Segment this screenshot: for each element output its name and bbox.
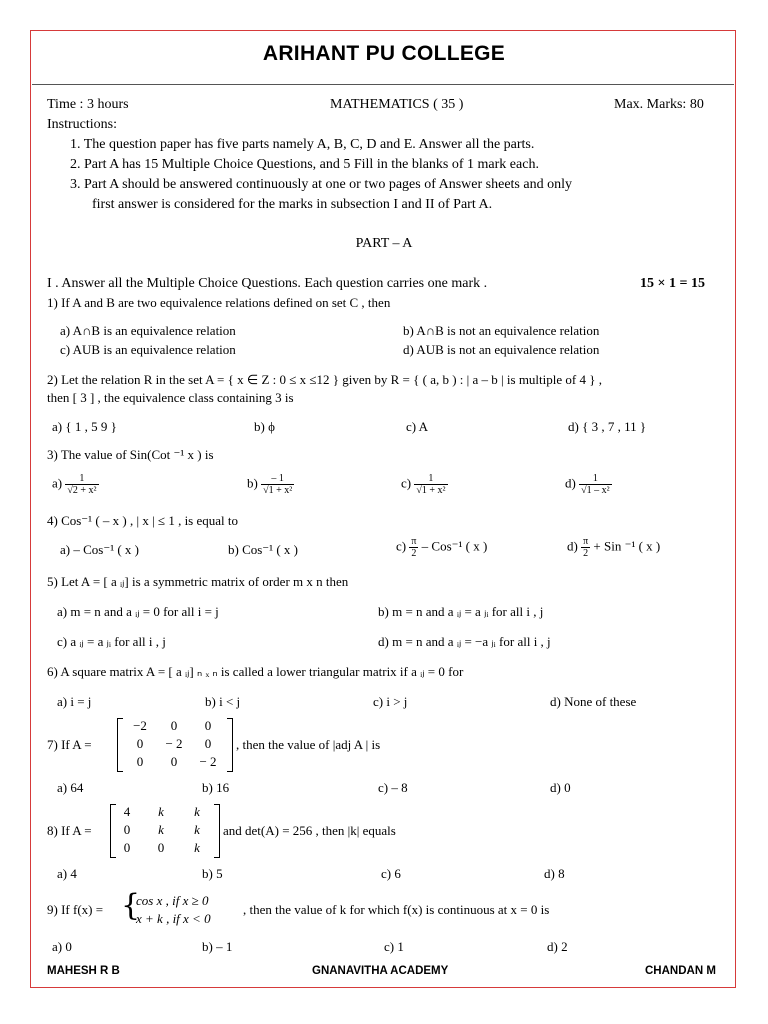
q4-option-c: c) $\frac{\pi}{2}$ – Cos⁻¹ ( x ) <box>396 536 488 559</box>
matrix-cell: k <box>158 822 164 837</box>
matrix-bracket-right <box>214 804 220 858</box>
q8-option-a: a) 4 <box>57 866 77 881</box>
q8-matrix <box>110 804 222 858</box>
matrix-cell: 0 <box>170 754 178 769</box>
subject-label: MATHEMATICS ( 35 ) <box>330 97 464 112</box>
q9-option-a: a) 0 <box>52 939 72 954</box>
q5-option-a: a) m = n and a ᵢⱼ = 0 for all i = j <box>57 604 219 619</box>
instruction-item: 1. The question paper has five parts namely A, B, C, D and E. Answer all the parts. <box>70 137 535 152</box>
question-4: 4) Cos⁻¹ ( – x ) , | x | ≤ 1 , is equal to <box>47 513 239 528</box>
q2-option-c: c) A <box>406 419 429 434</box>
question-2-line2: then [ 3 ] , the equivalence class containing 3 is <box>47 390 294 405</box>
question-2-line1: 2) Let the relation R in the set A = { x ∈ Z : 0 ≤ x ≤12 } given by R = { ( a, b ) : | a – b | is multiple of 4 } , <box>47 372 602 387</box>
footer-right: CHANDAN M <box>645 965 716 977</box>
question-7-suffix: , then the value of |adj A | is <box>236 737 381 752</box>
matrix-cell: −2 <box>133 718 147 733</box>
matrix-cell: 0 <box>157 840 165 855</box>
q3-option-c: c) $\frac{1}{\text{√1 + x²}}$ <box>401 473 446 496</box>
instruction-item: 3. Part A should be answered continuously at one or two pages of Answer sheets and only <box>70 177 572 192</box>
time-label: Time : 3 hours <box>47 97 129 112</box>
q7-option-b: b) 16 <box>202 780 230 795</box>
question-1: 1) If A and B are two equivalence relations defined on set C , then <box>47 295 391 310</box>
q8-option-d: d) 8 <box>544 866 565 881</box>
part-title: PART – A <box>355 236 413 251</box>
question-3: 3) The value of Sin(Cot ⁻¹ x ) is <box>47 447 214 462</box>
q7-option-a: a) 64 <box>57 780 84 795</box>
instruction-item: first answer is considered for the marks in subsection I and II of Part A. <box>92 197 493 212</box>
matrix-cell: 0 <box>170 718 178 733</box>
q3-option-d: d) $\frac{1}{\text{√1 – x²}}$ <box>565 473 610 496</box>
q7-option-d: d) 0 <box>550 780 571 795</box>
question-8-prefix: 8) If A = <box>47 823 92 838</box>
q7-matrix <box>117 718 235 772</box>
matrix-cell: 0 <box>204 736 212 751</box>
matrix-cell: k <box>194 822 200 837</box>
q9-option-b: b) – 1 <box>202 939 233 954</box>
q3-option-b: b) $\frac{- 1}{\text{√1 + x²}}$ <box>247 473 293 496</box>
matrix-cell: k <box>194 840 200 855</box>
q6-option-d: d) None of these <box>550 694 637 709</box>
q5-option-c: c) a ᵢⱼ = a ⱼᵢ for all i , j <box>57 634 166 649</box>
question-6: 6) A square matrix A = [ a ᵢⱼ] ₙ ₓ ₙ is called a lower triangular matrix if a ᵢⱼ = 0 for <box>47 664 464 679</box>
q9-option-d: d) 2 <box>547 939 568 954</box>
q9-option-c: c) 1 <box>384 939 404 954</box>
matrix-cell: k <box>158 804 164 819</box>
instructions-label: Instructions: <box>47 117 117 132</box>
q8-option-c: c) 6 <box>381 866 401 881</box>
q2-option-a: a) { 1 , 5 9 } <box>52 419 117 434</box>
q5-option-d: d) m = n and a ᵢⱼ = −a ⱼᵢ for all i , j <box>378 634 551 649</box>
q6-option-c: c) i > j <box>373 694 408 709</box>
matrix-cell: k <box>194 804 200 819</box>
question-5: 5) Let A = [ a ᵢⱼ] is a symmetric matrix of order m x n then <box>47 574 349 589</box>
q4-option-b: b) Cos⁻¹ ( x ) <box>228 542 298 557</box>
header-divider <box>32 84 734 85</box>
q8-option-b: b) 5 <box>202 866 223 881</box>
q6-option-a: a) i = j <box>57 694 92 709</box>
q7-option-c: c) – 8 <box>378 780 408 795</box>
max-marks-label: Max. Marks: 80 <box>614 97 704 112</box>
q1-option-c: c) AUB is an equivalence relation <box>60 342 236 357</box>
question-7-prefix: 7) If A = <box>47 737 92 752</box>
matrix-cell: 0 <box>136 754 144 769</box>
footer-center: GNANAVITHA ACADEMY <box>312 965 449 977</box>
college-title: ARIHANT PU COLLEGE <box>262 42 506 65</box>
question-8-suffix: and det(A) = 256 , then |k| equals <box>223 823 396 838</box>
matrix-bracket-right <box>227 718 233 772</box>
q2-option-b: b) ϕ <box>254 419 275 434</box>
instruction-item: 2. Part A has 15 Multiple Choice Questions, and 5 Fill in the blanks of 1 mark each. <box>70 157 539 172</box>
matrix-cell: − 2 <box>199 754 217 769</box>
footer-left: MAHESH R B <box>47 965 120 977</box>
matrix-cell: − 2 <box>165 736 183 751</box>
q1-option-d: d) AUB is not an equivalence relation <box>403 342 600 357</box>
matrix-cell: 0 <box>123 822 131 837</box>
question-9-prefix: 9) If f(x) = <box>47 902 104 917</box>
q6-option-b: b) i < j <box>205 694 241 709</box>
piecewise-brace: { <box>121 888 141 923</box>
q1-option-b: b) A∩B is not an equivalence relation <box>403 323 600 338</box>
section-marks: 15 × 1 = 15 <box>640 276 705 291</box>
q9-case-1: cos x , if x ≥ 0 <box>136 893 209 908</box>
matrix-bracket-left <box>117 718 123 772</box>
q4-option-a: a) – Cos⁻¹ ( x ) <box>60 542 139 557</box>
matrix-cell: 0 <box>123 840 131 855</box>
q2-option-d: d) { 3 , 7 , 11 } <box>568 419 647 434</box>
matrix-cell: 4 <box>123 804 131 819</box>
question-9-suffix: , then the value of k for which f(x) is continuous at x = 0 is <box>243 902 550 917</box>
section-heading: I . Answer all the Multiple Choice Questions. Each question carries one mark . <box>47 276 488 291</box>
q3-option-a: a) $\frac{1}{\text{√2 + x²}}$ <box>52 473 97 496</box>
matrix-cell: 0 <box>204 718 212 733</box>
q9-case-2: x + k , if x < 0 <box>136 911 211 926</box>
q1-option-a: a) A∩B is an equivalence relation <box>60 323 236 338</box>
matrix-cell: 0 <box>136 736 144 751</box>
q5-option-b: b) m = n and a ᵢⱼ = a ⱼᵢ for all i , j <box>378 604 544 619</box>
q4-option-d: d) $\frac{\pi}{2}$ + Sin ⁻¹ ( x ) <box>567 536 661 559</box>
